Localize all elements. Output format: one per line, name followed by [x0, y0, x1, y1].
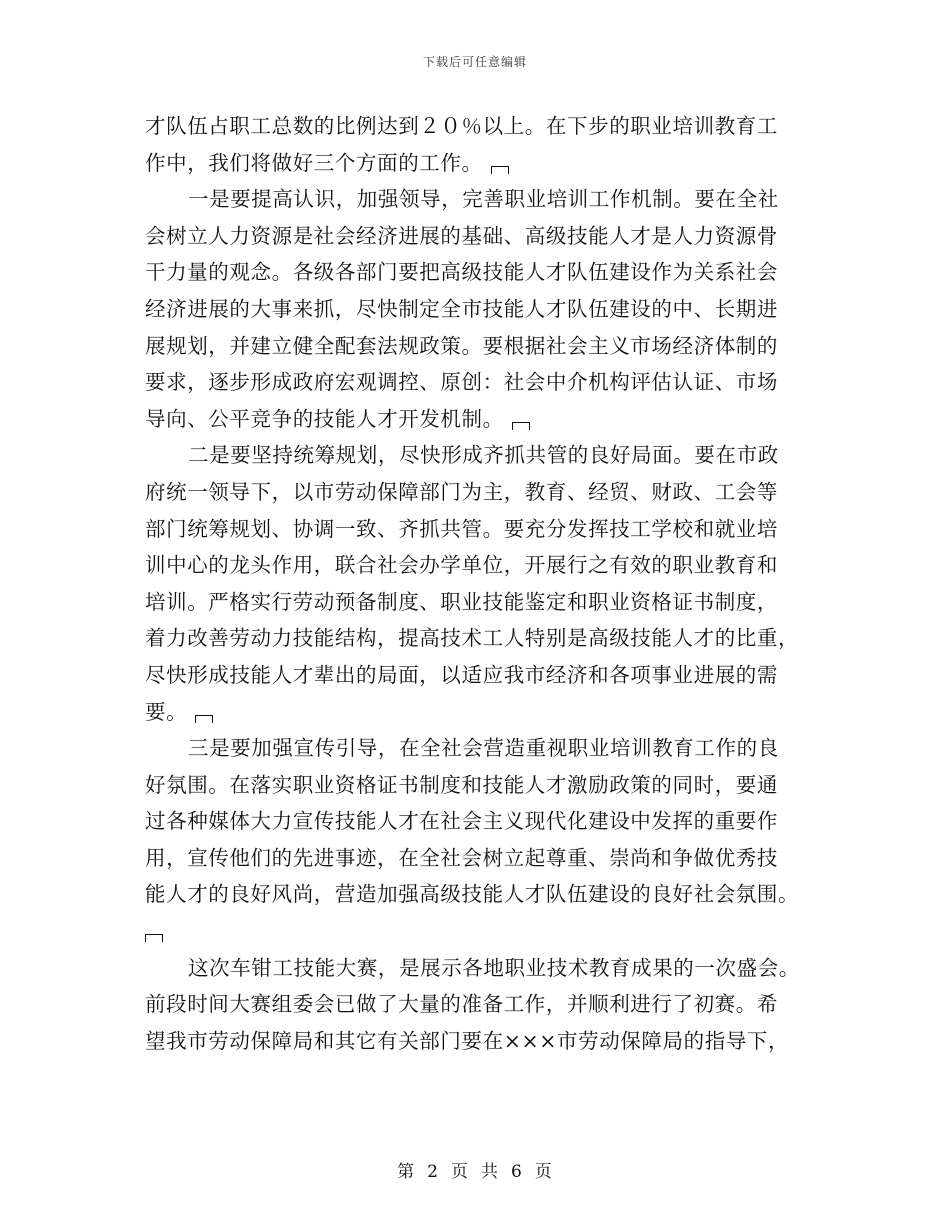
page-label-middle: 页	[451, 1162, 469, 1182]
text-line: 才队伍占职工总数的比例达到２０％以上。在下步的职业培训教育工	[145, 114, 778, 138]
page-footer	[0, 1157, 950, 1182]
text-line: 部门统筹规划、协调一致、齐抓共管。要充分发挥技工学校和就业培	[145, 516, 778, 541]
text-line: 培训。严格实行劳动预备制度、职业技能鉴定和职业资格证书制度，	[145, 589, 778, 614]
text-line: 会树立人力资源是社会经济进展的基础、高级技能人才是人力资源骨	[145, 223, 778, 248]
document-body	[145, 108, 805, 1059]
text-line: 尽快形成技能人才辈出的局面，以适应我市经济和各项事业进展的需	[145, 662, 778, 687]
text-line: 过各种媒体大力宣传技能人才在社会主义现代化建设中发挥的重要作	[145, 809, 778, 834]
text-line: 要求，逐步形成政府宏观调控、原创：社会中介机构评估认证、市场	[145, 370, 778, 395]
text-line: 好氛围。在落实职业资格证书制度和技能人才激励政策的同时，要通	[145, 772, 778, 797]
text-line-content: 要。	[145, 699, 188, 724]
text-line: 一是要提高认识，加强领导，完善职业培训工作机制。要在全社	[188, 187, 779, 212]
text-line: 望我市劳动保障局和其它有关部门要在×××市劳动保障局的指导下，	[145, 1028, 790, 1053]
text-line: 训中心的龙头作用，联合社会办学单位，开展行之有效的职业教育和	[145, 553, 778, 578]
paragraph-mark-icon	[512, 422, 530, 430]
page-total: 6	[511, 1162, 523, 1182]
page-label-prefix: 第	[397, 1162, 416, 1182]
page-label-suffix: 页	[534, 1162, 553, 1182]
text-line-content: 作中，我们将做好三个方面的工作。	[145, 150, 483, 175]
text-line: 二是要坚持统筹规划，尽快形成齐抓共管的良好局面。要在市政	[188, 443, 779, 468]
text-line: 展规划，并建立健全配套法规政策。要根据社会主义市场经济体制的	[145, 333, 778, 358]
text-line-content: 导向、公平竞争的技能人才开发机制。	[145, 406, 504, 431]
text-line: 前段时间大赛组委会已做了大量的准备工作，并顺利进行了初赛。希	[145, 992, 778, 1017]
text-line: 三是要加强宣传引导，在全社会营造重视职业培训教育工作的良	[188, 736, 779, 761]
text-line: 府统一领导下，以市劳动保障部门为主，教育、经贸、财政、工会等	[145, 479, 778, 504]
text-line	[145, 913, 805, 950]
text-line: 干力量的观念。各级各部门要把高级技能人才队伍建设作为关系社会	[145, 260, 778, 285]
text-line: 能人才的良好风尚，营造加强高级技能人才队伍建设的良好社会氛围。	[145, 882, 800, 907]
page-label-total-prefix: 共	[481, 1162, 499, 1182]
text-line: 着力改善劳动力技能结构，提高技术工人特别是高级技能人才的比重，	[145, 626, 800, 651]
text-line	[145, 145, 805, 182]
text-line: 经济进展的大事来抓，尽快制定全市技能人才队伍建设的中、长期进	[145, 296, 778, 321]
page-current: 2	[427, 1162, 439, 1182]
text-line	[145, 401, 805, 438]
paragraph-mark-icon	[145, 934, 163, 942]
text-line: 用，宣传他们的先进事迹，在全社会树立起尊重、崇尚和争做优秀技	[145, 845, 778, 870]
text-line: 这次车钳工技能大赛，是展示各地职业技术教育成果的一次盛会。	[188, 955, 800, 980]
page-header: 下载后可任意编辑	[422, 55, 527, 69]
paragraph-mark-icon	[195, 715, 213, 723]
text-line	[145, 694, 805, 731]
paragraph-mark-icon	[491, 166, 509, 174]
